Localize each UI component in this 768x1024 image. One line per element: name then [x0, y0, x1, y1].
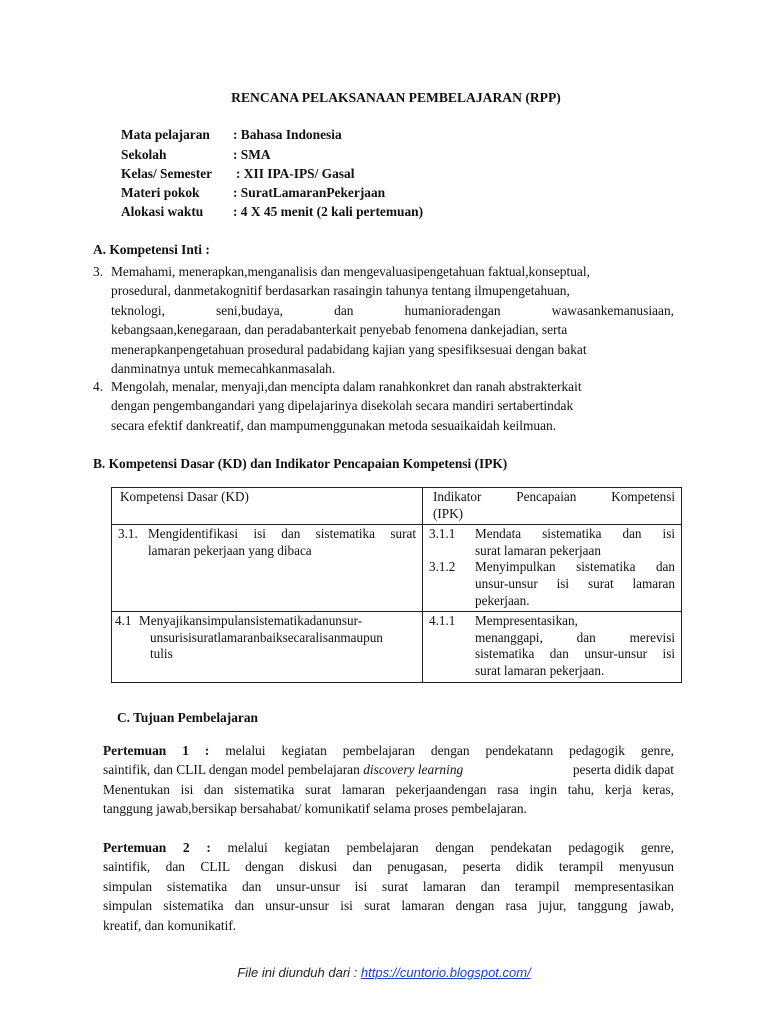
- ipk-text-line: unsur-unsur isi surat lamaran: [475, 575, 675, 591]
- kompetensi-item-4: [111, 377, 674, 435]
- ipk-item: [429, 613, 675, 679]
- identity-label: Mata pelajaran: [121, 127, 210, 142]
- ipk-number: 4.1.1: [429, 613, 456, 629]
- kd-text-line: Mengidentifikasi isi dan sistematika surat: [148, 526, 416, 542]
- pertemuan-1-label: Pertemuan 1 :: [103, 743, 210, 758]
- section-a-heading: A. Kompetensi Inti :: [93, 242, 210, 257]
- text-line: dengan pengembangandari yang dipelajarinya disekolah secara mandiri sertabertindak: [111, 398, 574, 414]
- text-line: prosedural, danmetakognitif berdasarkan rasaingin tahunya tentang ilmupengetahuan,: [111, 283, 570, 299]
- identity-label: Alokasi waktu: [121, 204, 204, 219]
- ipk-text-line: Mendata sistematika dan isi: [475, 526, 675, 542]
- ipk-number: 3.1.1: [429, 526, 456, 542]
- kd-text-line: lamaran pekerjaan yang dibaca: [148, 542, 312, 558]
- text-line-emphasis: discovery learning: [363, 762, 464, 778]
- ipk-text-line: pekerjaan.: [475, 592, 530, 608]
- text-line: Memahami, menerapkan,menganalisis dan mengevaluasipengetahuan faktual,konseptual,: [111, 264, 590, 279]
- identity-row-subject: [121, 125, 342, 144]
- text-line: simpulan sistematika dan unsur-unsur isi surat lamaran dan terampil mempresentasikan: [103, 878, 674, 894]
- identity-label: Sekolah: [121, 147, 167, 162]
- kd-number: 4.1: [115, 613, 132, 629]
- kd-text-line: tulis: [150, 646, 173, 662]
- item-number: 4.: [93, 379, 104, 394]
- ipk-number: 3.1.2: [429, 559, 456, 575]
- ipk-header-cell: [423, 488, 682, 525]
- ipk-item: [429, 526, 675, 559]
- section-b-heading: B. Kompetensi Dasar (KD) dan Indikator Pencapaian Kompetensi (IPK): [93, 456, 508, 471]
- text-line: saintifik, dan CLIL dengan model pembelajaran: [103, 762, 360, 778]
- identity-row-school: [121, 145, 271, 164]
- text-line: danminatnya untuk memecahkanmasalah.: [111, 361, 336, 377]
- item-number: 3.: [93, 264, 104, 279]
- identity-value: : SuratLamaranPekerjaan: [233, 185, 386, 200]
- kd-header: Kompetensi Dasar (KD): [120, 489, 249, 504]
- kd-number: 3.1.: [118, 526, 138, 542]
- ipk-cell: [423, 612, 682, 682]
- text-line: kreatif, dan komunikatif.: [103, 917, 237, 933]
- footer: [0, 963, 768, 982]
- footer-link[interactable]: https://cuntorio.blogspot.com/: [360, 965, 531, 980]
- text-line: peserta didik dapat: [572, 762, 674, 778]
- text-line: teknologi, seni,budaya, dan humanioradengan wawasankemanusiaan,: [111, 302, 674, 318]
- identity-value: : Bahasa Indonesia: [233, 127, 342, 142]
- ipk-text-line: surat lamaran pekerjaan.: [475, 662, 605, 678]
- text-line: melalui kegiatan pembelajaran dengan pendekatan pedagogik genre,: [227, 840, 674, 855]
- pertemuan-1-paragraph: [103, 741, 674, 819]
- identity-row-class: [121, 164, 354, 183]
- kompetensi-item-3: [111, 262, 674, 378]
- text-line: melalui kegiatan pembelajaran dengan pendekatann pedagogik genre,: [225, 743, 674, 758]
- ipk-text-line: surat lamaran pekerjaan: [475, 542, 601, 558]
- identity-value: : SMA: [233, 147, 271, 162]
- table-row: [112, 612, 682, 682]
- ipk-item: [429, 559, 675, 609]
- kd-ipk-table: [111, 487, 682, 683]
- text-line: menerapkanpengetahuan prosedural padabidang kajian yang spesifiksesuai dengan bakat: [111, 341, 587, 357]
- ipk-cell: [423, 525, 682, 612]
- ipk-text-line: Menyimpulkan sistematika dan: [475, 559, 675, 575]
- kd-text-line: unsurisisuratlamaranbaiksecaralisanmaupun: [150, 629, 383, 645]
- document-title: RENCANA PELAKSANAAN PEMBELAJARAN (RPP): [231, 90, 561, 105]
- text-line: saintifik, dan CLIL dengan diskusi dan penugasan, peserta didik terampil menyusun: [103, 859, 674, 875]
- identity-label: Kelas/ Semester: [121, 166, 213, 181]
- ipk-header-sub: (IPK): [433, 505, 464, 521]
- identity-row-time: [121, 202, 423, 221]
- identity-value: : 4 X 45 menit (2 kali pertemuan): [233, 204, 424, 219]
- identity-row-topic: [121, 183, 385, 202]
- text-line: Menentukan isi dan sistematika surat lamaran pekerjaandengan rasa ingin tahu, kerja keras,: [103, 781, 674, 797]
- text-line: simpulan sistematika dan unsur-unsur isi surat lamaran dengan rasa jujur, tanggung jawab,: [103, 898, 674, 914]
- pertemuan-2-label: Pertemuan 2 :: [103, 840, 211, 855]
- text-line: kebangsaan,kenegaraan, dan peradabanterkait penyebab fenomena dankejadian, serta: [111, 322, 568, 338]
- text-line: Mengolah, menalar, menyaji,dan mencipta dalam ranahkonkret dan ranah abstrakterkait: [111, 379, 582, 394]
- pertemuan-2-paragraph: [103, 838, 674, 935]
- ipk-text-line: Mempresentasikan,: [475, 613, 578, 629]
- kd-cell: [112, 612, 423, 682]
- kd-text-line: Menyajikansimpulansistematikadanunsur-: [139, 613, 363, 629]
- table-row: [112, 525, 682, 612]
- identity-label: Materi pokok: [121, 185, 200, 200]
- ipk-text-line: menanggapi, dan merevisi: [475, 629, 675, 645]
- section-c-heading: C. Tujuan Pembelajaran: [117, 710, 258, 725]
- ipk-header: Indikator Pencapaian Kompetensi: [433, 489, 675, 504]
- kd-header-cell: [112, 488, 423, 525]
- ipk-text-line: sistematika dan unsur-unsur isi: [475, 646, 675, 662]
- footer-prefix: File ini diunduh dari :: [237, 965, 358, 980]
- text-line: secara efektif dankreatif, dan mampumenggunakan metoda sesuaikaidah keilmuan.: [111, 417, 557, 433]
- table-header-row: [112, 488, 682, 525]
- kd-cell: [112, 525, 423, 612]
- identity-value: : XII IPA-IPS/ Gasal: [236, 166, 355, 181]
- text-line: tanggung jawab,bersikap bersahabat/ komunikatif selama proses pembelajaran.: [103, 801, 527, 817]
